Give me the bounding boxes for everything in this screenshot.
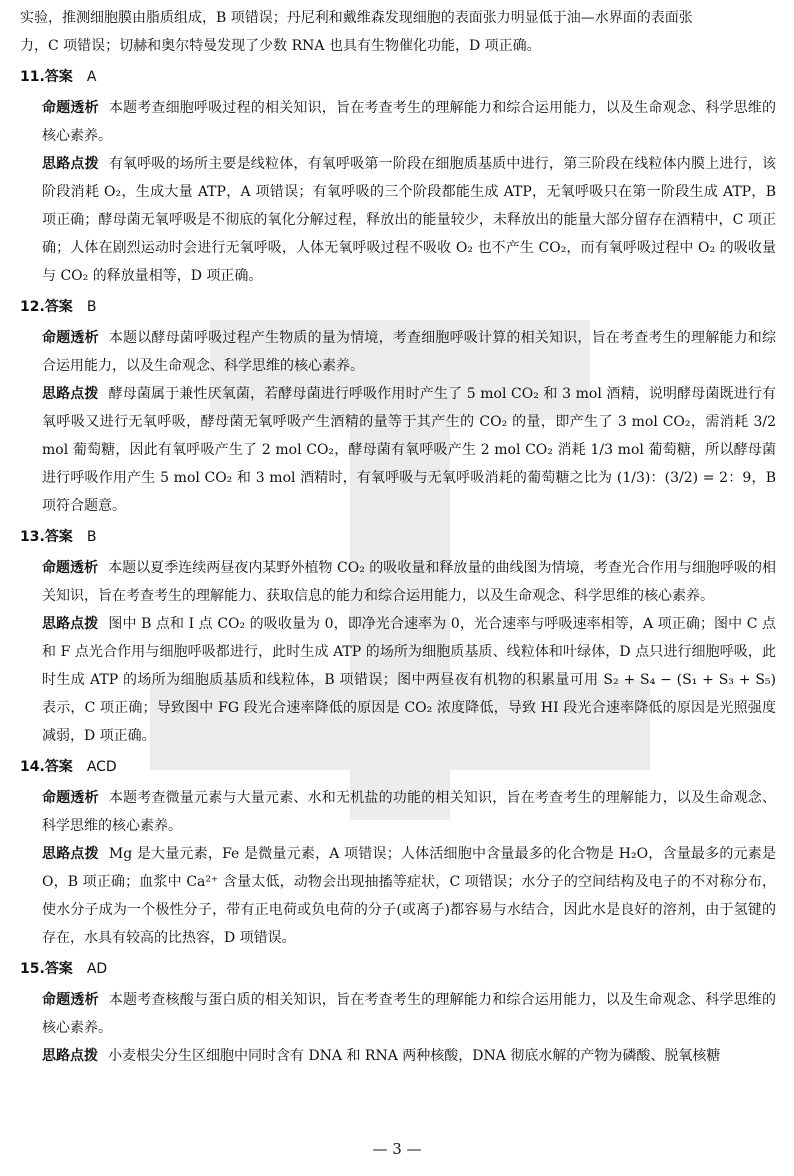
question-12 [20, 290, 776, 520]
question-15 [20, 952, 776, 1070]
analysis-text: 本题以夏季连续两昼夜内某野外植物 CO₂ 的吸收量和释放量的曲线图为情境，考查光合作用与细胞呼吸的相关知识，旨在考查考生的理解能力、获取信息的能力和综合运用能力，以及生命观念、科学思维的核心素养。 [42, 560, 777, 604]
analysis-label: 命题透析 [42, 560, 99, 576]
hint-label: 思路点拨 [42, 386, 99, 402]
analysis-paragraph [20, 784, 776, 840]
analysis-text: 本题考查微量元素与大量元素、水和无机盐的功能的相关知识，旨在考查考生的理解能力，以及生命观念、科学思维的核心素养。 [42, 790, 777, 834]
intro-line-1: 实验，推测细胞膜由脂质组成，B 项错误；丹尼利和戴维森发现细胞的表面张力明显低于油—水界面的表面张 [20, 10, 693, 26]
question-header [20, 750, 776, 784]
analysis-text: 本题考查核酸与蛋白质的相关知识，旨在考查考生的理解能力和综合运用能力，以及生命观念、科学思维的核心素养。 [42, 992, 777, 1036]
analysis-label: 命题透析 [42, 992, 99, 1008]
hint-text: 酵母菌属于兼性厌氧菌，若酵母菌进行呼吸作用时产生了 5 mol CO₂ 和 3 mol 酒精，说明酵母菌既进行有氧呼吸又进行无氧呼吸，酵母菌无氧呼吸产生酒精的量等于其产生的 CO₂ 的量，即产生了 3 mol CO₂，需消耗 3/2 mol 葡萄糖，因此有氧呼吸产生了 2 mol CO₂，酵母菌有氧呼吸产生 2 mol CO₂ 消耗 1/3 mol 葡萄糖，所以酵母菌进行呼吸作用产生 5 mol CO₂ 和 3 mol 酒精时，有氧呼吸与无氧呼吸消耗的葡萄糖之比为 (1/3)：(3/2) = 2：9，B 项符合题意。 [42, 386, 776, 514]
analysis-text: 本题考查细胞呼吸过程的相关知识，旨在考查考生的理解能力和综合运用能力，以及生命观念、科学思维的核心素养。 [42, 100, 777, 144]
answer-label: 答案 [44, 69, 73, 85]
analysis-paragraph [20, 554, 776, 610]
question-number: 12. [20, 299, 45, 315]
hint-label: 思路点拨 [42, 1048, 98, 1064]
answer-value: B [86, 529, 97, 545]
question-number: 11. [20, 69, 45, 85]
answer-label: 答案 [44, 759, 73, 775]
question-11 [20, 60, 776, 290]
hint-text: 图中 B 点和 I 点 CO₂ 的吸收量为 0，即净光合速率为 0，光合速率与呼吸速率相等，A 项正确；图中 C 点和 F 点光合作用与细胞呼吸都进行，此时生成 ATP 的场所为细胞质基质、线粒体和叶绿体，D 点只进行细胞呼吸，此时生成 ATP 的场所为细胞质基质和线粒体，B 项错误；图中两昼夜有机物的积累量可用 S₂ + S₄ − (S₁ + S₃ + S₅) 表示，C 项正确；导致图中 FG 段光合速率降低的原因是 CO₂ 浓度降低，导致 HI 段光合速率降低的原因是光照强度减弱，D 项正确。 [42, 616, 776, 744]
intro-line-2: 力，C 项错误；切赫和奥尔特曼发现了少数 RNA 也具有生物催化功能，D 项正确。 [20, 38, 541, 54]
answer-value: B [86, 299, 97, 315]
answer-label: 答案 [44, 529, 73, 545]
answer-label: 答案 [44, 961, 73, 977]
analysis-text: 本题以酵母菌呼吸过程产生物质的量为情境，考查细胞呼吸计算的相关知识，旨在考查考生的理解能力和综合运用能力，以及生命观念、科学思维的核心素养。 [42, 330, 777, 374]
answer-content [20, 4, 776, 1070]
analysis-label: 命题透析 [42, 330, 99, 346]
answer-label: 答案 [44, 299, 73, 315]
hint-label: 思路点拨 [42, 156, 99, 172]
question-14 [20, 750, 776, 952]
hint-paragraph [20, 610, 776, 750]
analysis-label: 命题透析 [42, 100, 99, 116]
question-13 [20, 520, 776, 750]
analysis-paragraph [20, 324, 776, 380]
hint-label: 思路点拨 [42, 846, 99, 862]
question-header [20, 60, 776, 94]
answer-value: AD [86, 961, 108, 977]
hint-label: 思路点拨 [42, 616, 99, 632]
question-number: 13. [20, 529, 45, 545]
question-number: 15. [20, 961, 45, 977]
page-number: — 3 — [372, 1140, 422, 1158]
hint-paragraph [20, 380, 776, 520]
hint-text: 有氧呼吸的场所主要是线粒体，有氧呼吸第一阶段在细胞质基质中进行，第三阶段在线粒体内膜上进行，该阶段消耗 O₂，生成大量 ATP，A 项错误；有氧呼吸的三个阶段都能生成 ATP，无氧呼吸只在第一阶段生成 ATP，B 项正确；酵母菌无氧呼吸是不彻底的氧化分解过程，释放出的能量较少，未释放出的能量大部分留存在酒精中，C 项正确；人体在剧烈运动时会进行无氧呼吸，人体无氧呼吸过程不吸收 O₂ 也不产生 CO₂，而有氧呼吸过程中 O₂ 的吸收量与 CO₂ 的释放量相等，D 项正确。 [42, 156, 777, 284]
question-header [20, 520, 776, 554]
hint-text: 小麦根尖分生区细胞中同时含有 DNA 和 RNA 两种核酸，DNA 彻底水解的产物为磷酸、脱氧核糖 [108, 1048, 721, 1064]
question-number: 14. [20, 759, 45, 775]
hint-text: Mg 是大量元素，Fe 是微量元素，A 项错误；人体活细胞中含量最多的化合物是 H₂O，含量最多的元素是 O，B 项正确；血浆中 Ca²⁺ 含量太低，动物会出现抽搐等症状，C 项错误；水分子的空间结构及电子的不对称分布，使水分子成为一个极性分子，带有正电荷或负电荷的分子(或离子)都容易与水结合，因此水是良好的溶剂，由于氢键的存在，水具有较高的比热容，D 项错误。 [42, 846, 776, 946]
analysis-label: 命题透析 [42, 790, 99, 806]
hint-paragraph [20, 150, 776, 290]
answer-value: ACD [86, 759, 117, 775]
analysis-paragraph [20, 94, 776, 150]
hint-paragraph [20, 1042, 776, 1070]
question-header [20, 952, 776, 986]
question-header [20, 290, 776, 324]
answer-value: A [86, 69, 97, 85]
hint-paragraph [20, 840, 776, 952]
analysis-paragraph [20, 986, 776, 1042]
